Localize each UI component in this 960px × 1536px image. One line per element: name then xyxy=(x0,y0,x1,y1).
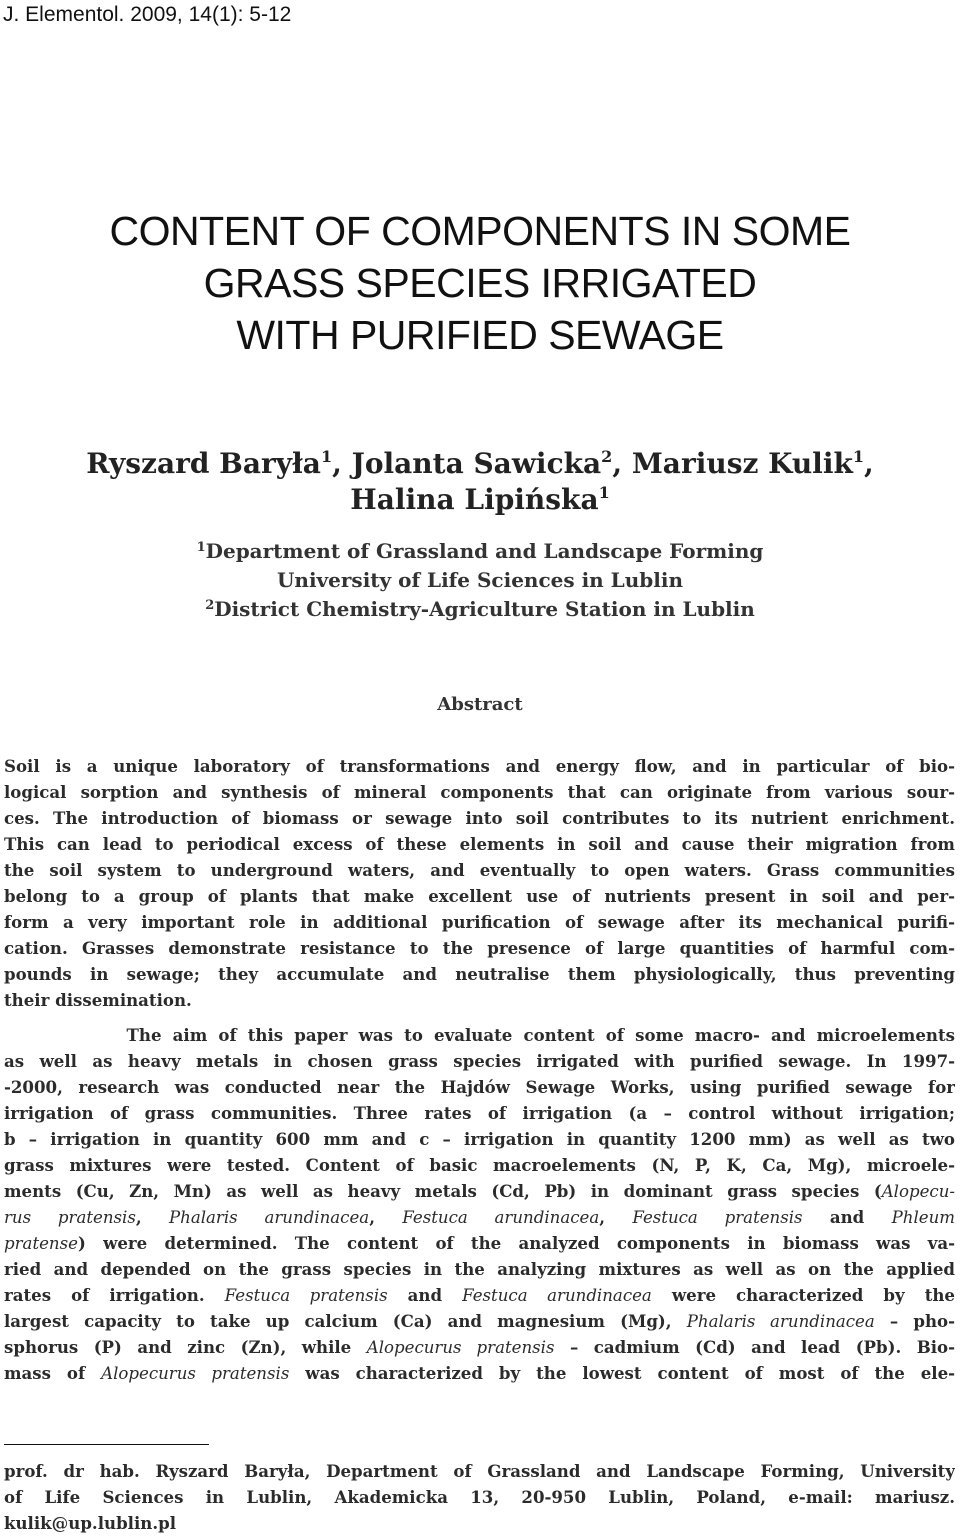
author-list xyxy=(0,446,960,518)
text-line xyxy=(4,1230,955,1256)
footnote-rule xyxy=(4,1444,209,1445)
text-line: pounds in sewage; they accumulate and neutralise them physiologically, thus preventing xyxy=(4,964,955,984)
text-line xyxy=(4,1308,955,1334)
species-name: Alopecurus pratensis xyxy=(101,1364,290,1383)
text-line xyxy=(4,1282,955,1308)
author-line xyxy=(0,446,960,482)
text-line xyxy=(4,1022,955,1048)
species-name: Phleum xyxy=(891,1208,955,1227)
text-run: , xyxy=(369,1207,403,1227)
text-run: were characterized by the xyxy=(651,1285,955,1305)
text-line: the soil system to underground waters, and eventually to open waters. Grass communities xyxy=(4,860,955,880)
text-run: as well as heavy metals in chosen grass species irrigated with purified sewage. In 1997- xyxy=(4,1051,955,1071)
text-line xyxy=(4,1126,955,1152)
author-separator: , xyxy=(612,447,632,480)
author-name: Mariusz Kulik xyxy=(631,447,853,480)
text-run: ried and depended on the grass species in the analyzing mixtures as well as on the applied xyxy=(4,1259,955,1279)
species-name: rus pratensis xyxy=(4,1208,136,1227)
affiliation-mark: 2 xyxy=(205,598,215,613)
text-line: belong to a group of plants that make excellent use of nutrients present in soil and per- xyxy=(4,886,955,906)
text-run: , xyxy=(135,1207,169,1227)
author-affil-mark: 2 xyxy=(601,447,613,466)
text-line xyxy=(4,1048,955,1074)
footnote-line: kulik@up.lublin.pl xyxy=(4,1513,177,1533)
text-run: b – irrigation in quantity 600 mm and c – irrigation in quantity 1200 mm) as well as two xyxy=(4,1129,955,1149)
text-line: Soil is a unique laboratory of transformations and energy flow, and in particular of bio- xyxy=(4,756,955,776)
text-run: largest capacity to take up calcium (Ca) and magnesium (Mg), xyxy=(4,1311,687,1331)
author-name: Ryszard Baryła xyxy=(86,447,321,480)
abstract-paragraph-1 xyxy=(4,753,955,1013)
species-name: Festuca arundinacea xyxy=(462,1286,652,1305)
title-line: GRASS SPECIES IRRIGATED xyxy=(203,260,757,306)
text-run: irrigation of grass communities. Three rates of irrigation (a – control without irrigation; xyxy=(4,1103,955,1123)
paper-title xyxy=(0,205,960,361)
affiliations xyxy=(0,537,960,624)
text-line xyxy=(4,1074,955,1100)
species-name: Festuca pratensis xyxy=(224,1286,388,1305)
species-name: Festuca arundinacea xyxy=(402,1208,600,1227)
running-head: J. Elementol. 2009, 14(1): 5-12 xyxy=(3,3,292,26)
paragraph-gap xyxy=(4,1013,955,1022)
text-run: and xyxy=(387,1285,463,1305)
text-run: grass mixtures were tested. Content of basic macroelements (N, P, K, Ca, Mg), microele- xyxy=(4,1155,955,1175)
text-line xyxy=(4,1256,955,1282)
author-affil-mark: 1 xyxy=(598,483,610,502)
species-name: Festuca pratensis xyxy=(632,1208,803,1227)
species-name: Phalaris arundinacea xyxy=(168,1208,370,1227)
affiliation-text: District Chemistry-Agriculture Station in Lublin xyxy=(214,597,755,621)
abstract-body xyxy=(4,753,955,1386)
abstract-heading: Abstract xyxy=(437,694,523,715)
abstract-paragraph-2 xyxy=(4,1022,955,1386)
text-line xyxy=(4,1360,955,1386)
author-affil-mark: 1 xyxy=(320,447,333,466)
text-line: form a very important role in additional purification of sewage after its mechanical purifi- xyxy=(4,912,955,932)
species-name: Phalaris arundinacea xyxy=(686,1312,875,1331)
affiliation-line xyxy=(0,537,960,566)
text-run: , xyxy=(599,1207,633,1227)
affiliation-text: Department of Grassland and Landscape Forming xyxy=(205,539,764,563)
text-run: and xyxy=(802,1207,892,1227)
text-run: mass of xyxy=(4,1363,102,1383)
species-name: Alopecu- xyxy=(881,1182,955,1201)
author-line xyxy=(0,482,960,518)
author-name: Halina Lipińska xyxy=(350,483,599,516)
text-line: This can lead to periodical excess of these elements in soil and cause their migration from xyxy=(4,834,955,854)
affiliation-line xyxy=(0,566,960,595)
title-line: WITH PURIFIED SEWAGE xyxy=(236,312,724,358)
text-line: cation. Grasses demonstrate resistance to the presence of large quantities of harmful com- xyxy=(4,938,955,958)
text-run: sphorus (P) and zinc (Zn), while xyxy=(4,1337,367,1357)
text-run: ments (Cu, Zn, Mn) as well as heavy metals (Cd, Pb) in dominant grass species ( xyxy=(4,1181,882,1201)
text-run: – pho- xyxy=(874,1311,955,1331)
text-line: their dissemination. xyxy=(4,990,192,1010)
author-name: Jolanta Sawicka xyxy=(351,447,602,480)
text-line xyxy=(4,1204,955,1230)
author-affil-mark: 1 xyxy=(852,447,864,466)
text-run: ) were determined. The content of the analyzed components in biomass was va- xyxy=(77,1233,955,1253)
author-separator: , xyxy=(332,447,352,480)
text-run: The aim of this paper was to evaluate content of some macro- and microelements xyxy=(4,1025,955,1045)
footnote-line: of Life Sciences in Lublin, Akademicka 13, 20-950 Lublin, Poland, e-mail: mariusz. xyxy=(4,1487,955,1507)
text-line xyxy=(4,1100,955,1126)
author-footnote xyxy=(4,1458,955,1536)
text-line xyxy=(4,1178,955,1204)
text-run: -2000, research was conducted near the Hajdów Sewage Works, using purified sewage for xyxy=(4,1077,955,1097)
text-line xyxy=(4,1334,955,1360)
text-line: logical sorption and synthesis of mineral components that can originate from various sour- xyxy=(4,782,955,802)
species-name: pratense xyxy=(4,1234,78,1253)
footnote-line: prof. dr hab. Ryszard Baryła, Department of Grassland and Landscape Forming, University xyxy=(4,1461,955,1481)
title-line: CONTENT OF COMPONENTS IN SOME xyxy=(109,208,851,254)
text-run: – cadmium (Cd) and lead (Pb). Bio- xyxy=(554,1337,955,1357)
species-name: Alopecurus pratensis xyxy=(366,1338,555,1357)
author-separator: , xyxy=(864,447,874,480)
text-line xyxy=(4,1152,955,1178)
text-run: was characterized by the lowest content of most of the ele- xyxy=(289,1363,955,1383)
text-run: rates of irrigation. xyxy=(4,1285,225,1305)
affiliation-line xyxy=(0,595,960,624)
affiliation-mark: 1 xyxy=(196,540,206,555)
affiliation-text: University of Life Sciences in Lublin xyxy=(276,568,684,592)
text-line: ces. The introduction of biomass or sewage into soil contributes to its nutrient enrichment. xyxy=(4,808,955,828)
